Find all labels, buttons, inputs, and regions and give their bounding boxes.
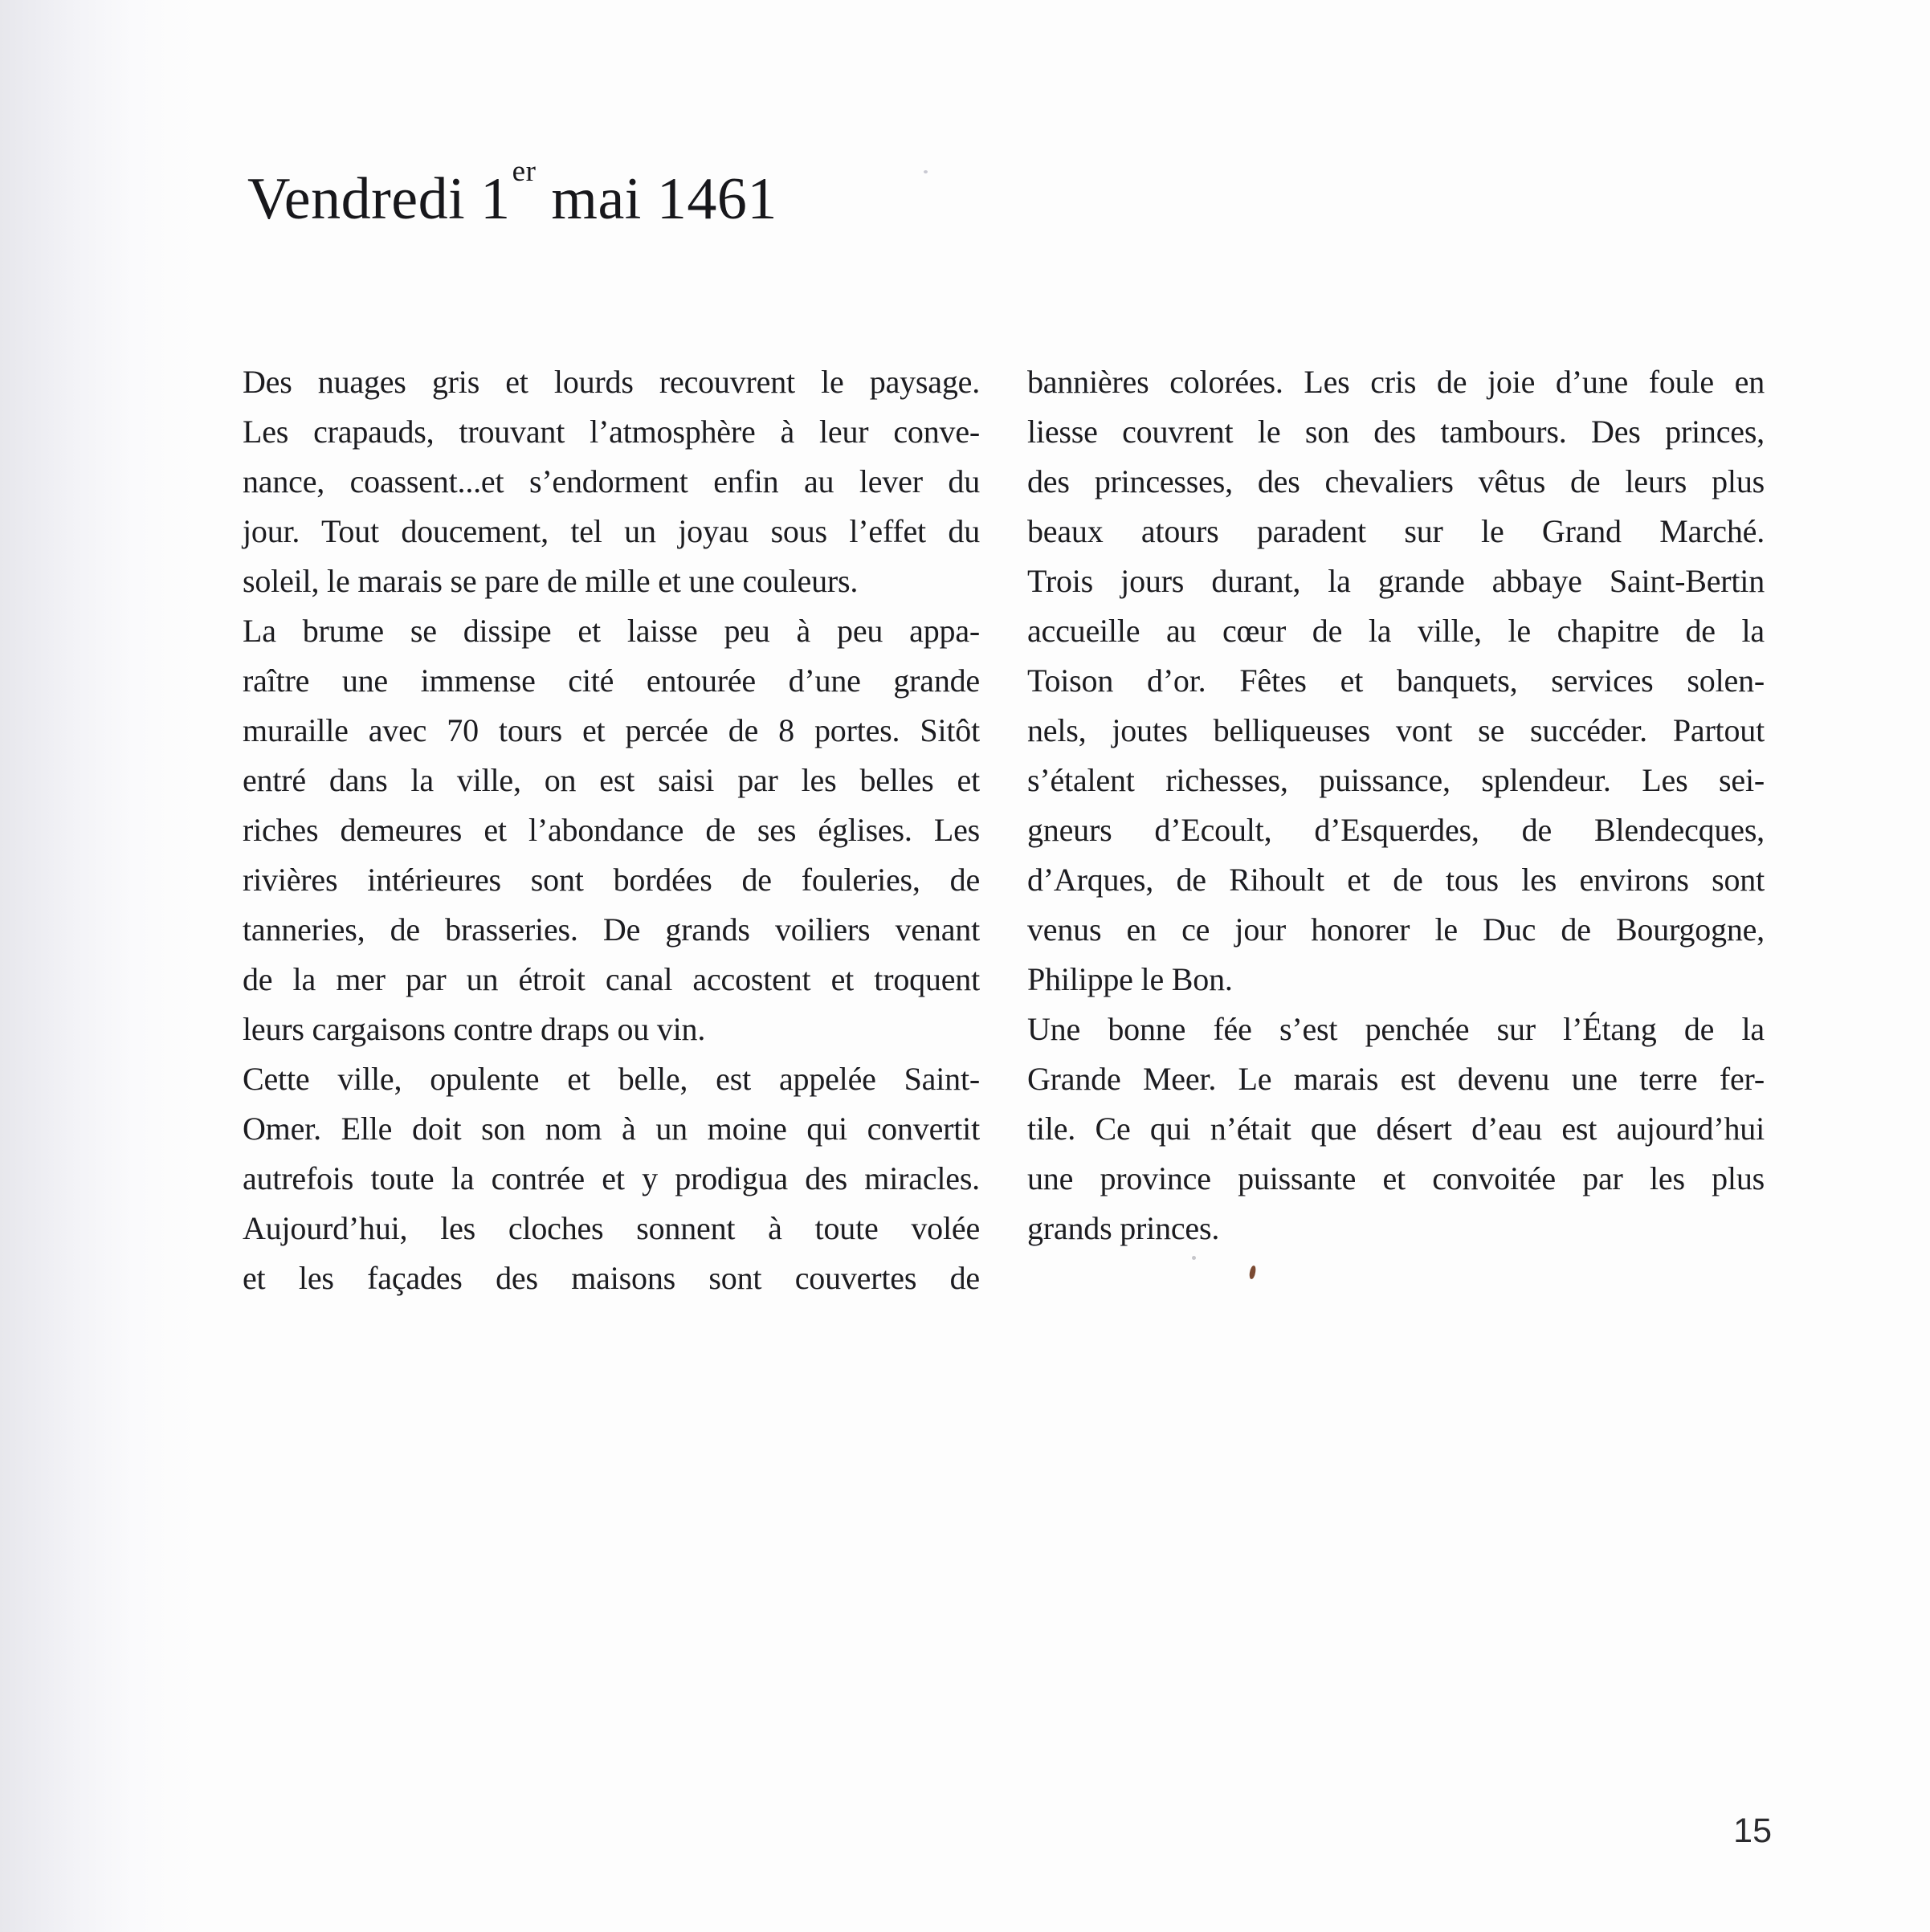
text-line: tanneries, de brasseries. De grands voiliers venant (243, 911, 980, 948)
text-line: autrefois toute la contrée et y prodigua des miracles. (243, 1160, 980, 1196)
page-gutter-shadow (0, 0, 209, 1932)
title-text-suffix: mai 1461 (536, 166, 777, 232)
text-line: de la mer par un étroit canal accostent et troquent (243, 961, 980, 997)
text-line: d’Arques, de Rihoult et de tous les environs sont (1027, 862, 1765, 898)
scan-dust-dot (924, 170, 928, 173)
scan-dust-dot (1192, 1256, 1196, 1260)
text-line: des princesses, des chevaliers vêtus de leurs plus (1027, 463, 1765, 499)
text-line: Omer. Elle doit son nom à un moine qui convertit (243, 1111, 980, 1147)
text-line: Une bonne fée s’est penchée sur l’Étang de la (1027, 1011, 1765, 1047)
title-ordinal-superscript: er (512, 154, 537, 188)
text-line: et les façades des maisons sont couvertes de (243, 1260, 980, 1296)
text-line: beaux atours paradent sur le Grand Marché. (1027, 513, 1765, 549)
text-line: jour. Tout doucement, tel un joyau sous l’effet du (243, 513, 980, 549)
page-title (247, 154, 777, 232)
text-line: tile. Ce qui n’était que désert d’eau est aujourd’hui (1027, 1111, 1765, 1147)
text-column-right (1027, 357, 1765, 1253)
text-line: Grande Meer. Le marais est devenu une terre fer- (1027, 1061, 1765, 1097)
text-line: Toison d’or. Fêtes et banquets, services solen- (1027, 662, 1765, 699)
text-line: accueille au cœur de la ville, le chapitre de la (1027, 613, 1765, 649)
text-line: La brume se dissipe et laisse peu à peu appa- (243, 613, 980, 649)
text-line: une province puissante et convoitée par les plus (1027, 1160, 1765, 1196)
text-column-left (243, 357, 980, 1303)
text-line: nance, coassent...et s’endorment enfin au lever du (243, 463, 980, 499)
text-line: gneurs d’Ecoult, d’Esquerdes, de Blendecques, (1027, 812, 1765, 848)
text-line: raître une immense cité entourée d’une grande (243, 662, 980, 699)
text-line: Cette ville, opulente et belle, est appelée Saint- (243, 1061, 980, 1097)
ink-speck (1249, 1266, 1256, 1280)
text-line: muraille avec 70 tours et percée de 8 portes. Sitôt (243, 712, 980, 748)
text-line: entré dans la ville, on est saisi par les belles et (243, 762, 980, 798)
text-line: Des nuages gris et lourds recouvrent le paysage. (243, 364, 980, 400)
text-line: leurs cargaisons contre draps ou vin. (243, 1011, 706, 1047)
text-line: grands princes. (1027, 1210, 1220, 1246)
text-line: soleil, le marais se pare de mille et une couleurs. (243, 563, 859, 599)
text-line: liesse couvrent le son des tambours. Des princes, (1027, 414, 1765, 450)
text-line: riches demeures et l’abondance de ses églises. Les (243, 812, 980, 848)
page-number: 15 (1733, 1812, 1772, 1850)
text-line: nels, joutes belliqueuses vont se succéder. Partout (1027, 712, 1765, 748)
text-line: Les crapauds, trouvant l’atmosphère à leur conve- (243, 414, 980, 450)
text-line: Philippe le Bon. (1027, 961, 1233, 997)
text-line: Aujourd’hui, les cloches sonnent à toute volée (243, 1210, 980, 1246)
title-text: Vendredi 1 (247, 166, 511, 232)
text-line: s’étalent richesses, puissance, splendeur. Les sei- (1027, 762, 1765, 798)
text-line: rivières intérieures sont bordées de fouleries, de (243, 862, 980, 898)
text-line: bannières colorées. Les cris de joie d’une foule en (1027, 364, 1765, 400)
text-line: Trois jours durant, la grande abbaye Saint-Bertin (1027, 563, 1765, 599)
text-line: venus en ce jour honorer le Duc de Bourgogne, (1027, 911, 1765, 948)
